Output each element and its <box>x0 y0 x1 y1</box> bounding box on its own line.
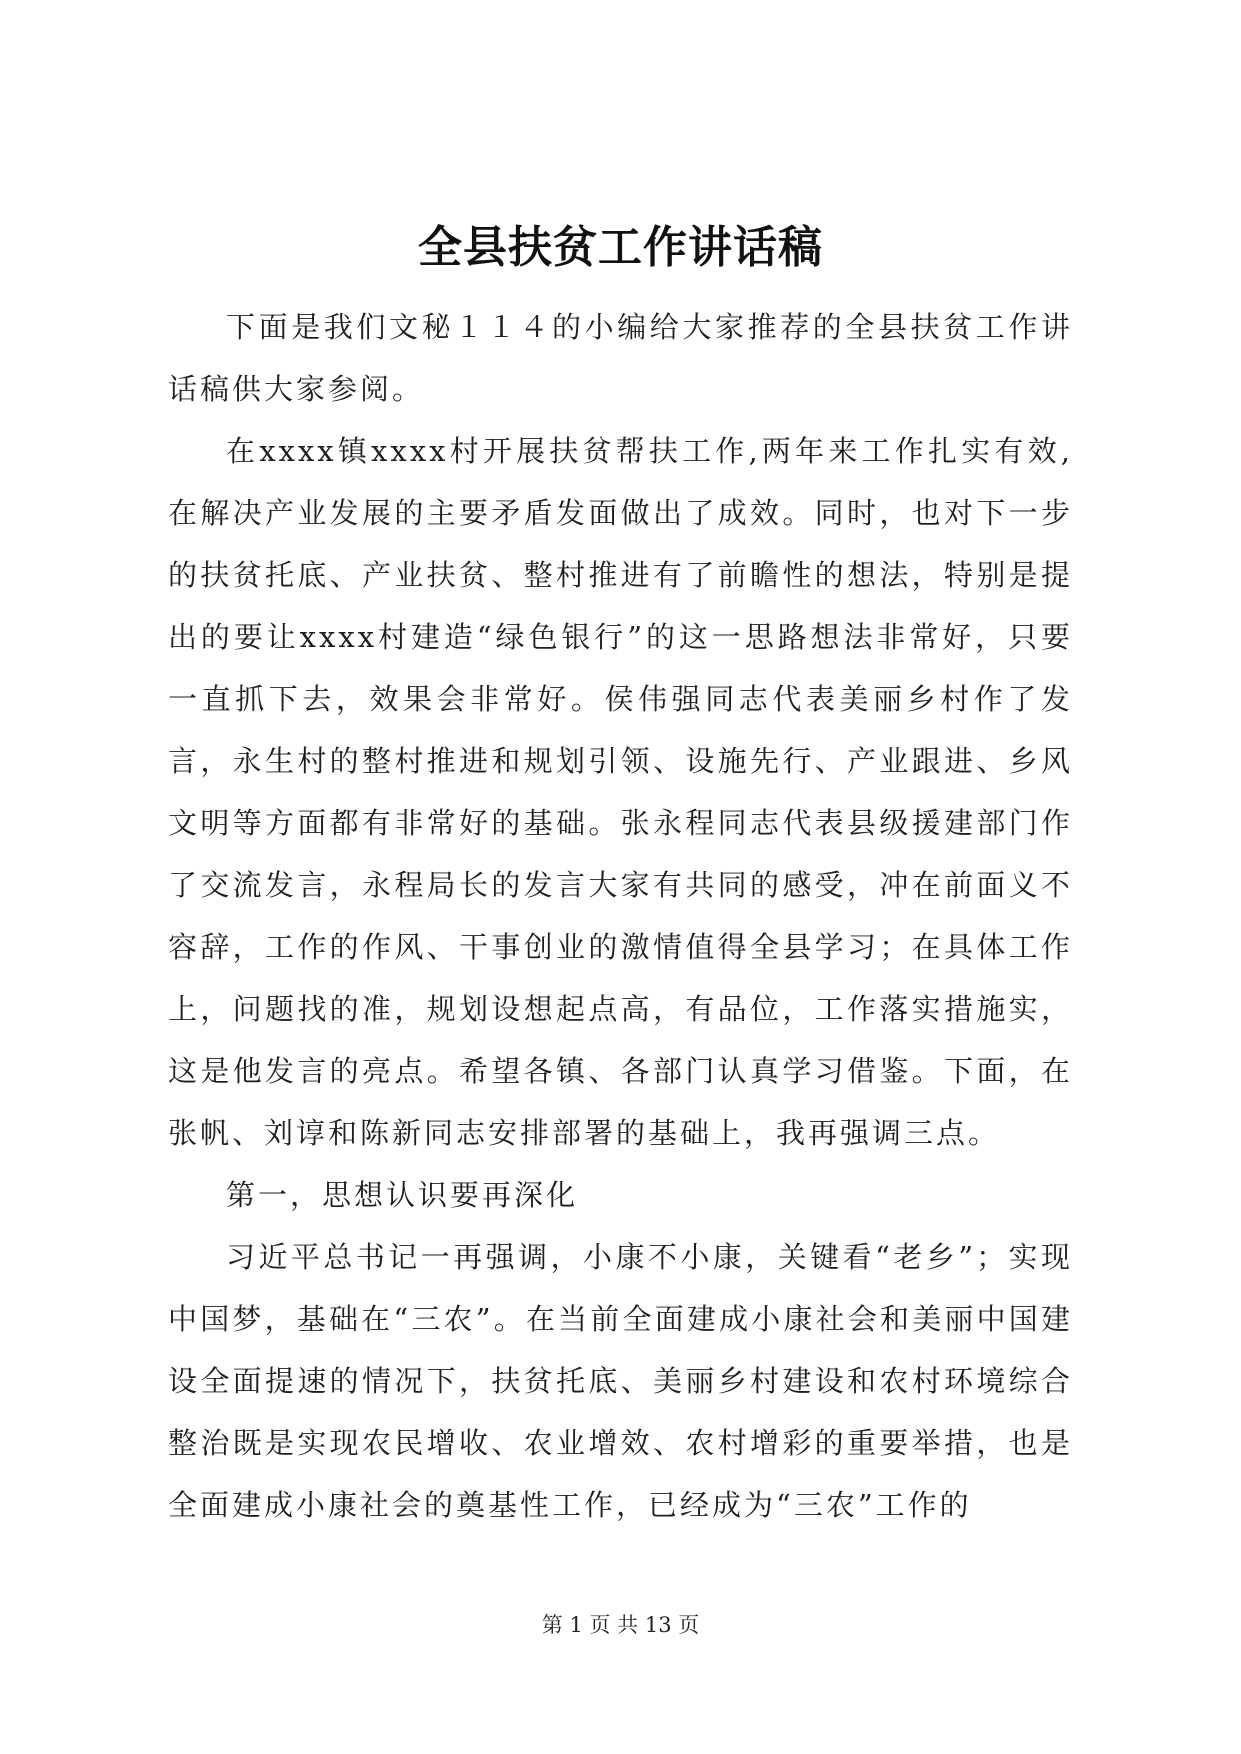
body-paragraph: 习近平总书记一再强调，小康不小康，关键看“老乡”；实现中国梦，基础在“三农”。在当前全面建成小康社会和美丽中国建设全面提速的情况下，扶贫托底、美丽乡村建设和农村环境综合整治既是实现农民增收、农业增效、农村增彩的重要举措，也是全面建成小康社会的奠基性工作，已经成为“三农”工作的 <box>168 1240 1073 1522</box>
document-body <box>168 296 1073 1536</box>
body-paragraph: 在xxxx镇xxxx村开展扶贫帮扶工作,两年来工作扎实有效,在解决产业发展的主要矛盾发面做出了成效。同时，也对下一步的扶贫托底、产业扶贫、整村推进有了前瞻性的想法，特别是提出的要让xxxx村建造“绿色银行”的这一思路想法非常好，只要一直抓下去，效果会非常好。侯伟强同志代表美丽乡村作了发言，永生村的整村推进和规划引领、设施先行、产业跟进、乡风文明等方面都有非常好的基础。张永程同志代表县级援建部门作了交流发言，永程局长的发言大家有共同的感受，冲在前面义不容辞，工作的作风、干事创业的激情值得全县学习；在具体工作上，问题找的准，规划设想起点高，有品位，工作落实措施实，这是他发言的亮点。希望各镇、各部门认真学习借鉴。下面，在张帆、刘谆和陈新同志安排部署的基础上，我再强调三点。 <box>168 434 1073 1150</box>
page-number-footer: 第 1 页 共 13 页 <box>541 1613 700 1637</box>
section-heading: 第一，思想认识要再深化 <box>226 1178 579 1212</box>
intro-paragraph: 下面是我们文秘１１４的小编给大家推荐的全县扶贫工作讲话稿供大家参阅。 <box>168 310 1073 406</box>
document-title: 全县扶贫工作讲话稿 <box>418 222 823 273</box>
